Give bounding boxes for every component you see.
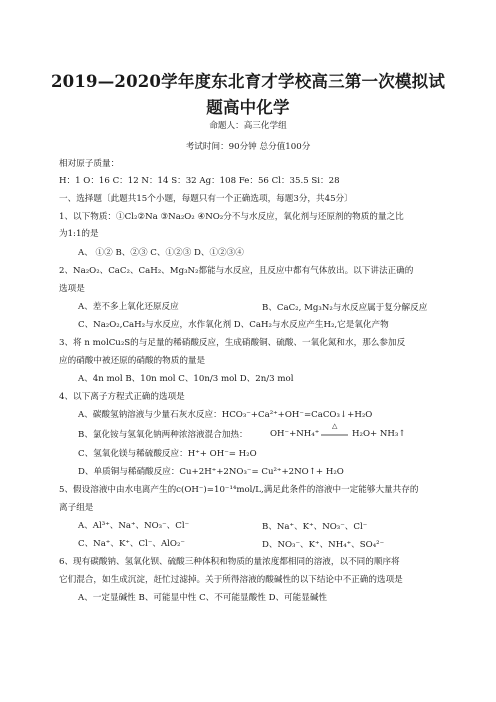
question-6-options: A、一定显碱性 B、可能显中性 C、不可能显酸性 D、可能显碱性 [78,593,328,603]
atomic-masses: H：1 O：16 C：12 N：14 S：32 Ag：108 Fe：56 Cl：35.5 Si：28 [59,176,340,186]
question-6-text-cont: 它们混合，如生成沉淀，赶忙过滤掉。关于所得溶液的酸碱性的以下结论中不正确的选项是 [59,575,403,585]
question-2-option-b: B、CaC₂, Mg₃N₂与水反应属于复分解反应 [262,303,428,313]
exam-info: 考试时间：90分钟 总分值100分 [185,142,311,152]
question-2-option-a: A、差不多上氧化还原反应 [78,302,179,312]
question-3-options: A、4n mol B、10n mol C、10n/3 mol D、2n/3 mol [78,374,294,384]
heat-symbol: △ [332,422,338,430]
question-4-equation-right: H₂O+ NH₃↑ [352,429,406,439]
question-1-text-cont: 为1:1的是 [59,229,99,239]
question-5-option-b: B、Na⁺、K⁺、NO₃⁻、Cl⁻ [262,522,368,532]
question-5-option-a: A、Al³⁺、Na⁺、NO₃⁻、Cl⁻ [78,521,190,531]
question-5-text: 5、假设溶液中由水电离产生的c(OH⁻)=10⁻¹⁴mol/L,满足此条件的溶液中一定能够大量共存的 [59,485,419,495]
question-2-option-cd: C、Na₂O₂,CaH₂与水反应，水作氧化剂 D、CaH₂与水反应产生H₂,它是氧化产物 [78,320,389,330]
question-4-text: 4、以下离子方程式正确的选项是 [59,392,185,402]
exam-title-line2: 题高中化学 [206,98,290,117]
question-4-option-d: D、单质铜与稀硝酸反应：Cu+2H⁺+2NO₃⁻= Cu²⁺+2NO↑+ H₂O [78,467,344,477]
question-4-option-a: A、碳酸氢钠溶液与少量石灰水反应：HCO₃⁻+Ca²⁺+OH⁻=CaCO₃↓+H₂O [78,410,373,420]
question-4-equation-left: OH⁻+NH₄⁺ [270,429,320,439]
question-6-text: 6、现有碳酸钠、氢氧化钡、硫酸三种体积和物质的量浓度都相同的溶液，以不同的顺序将 [59,557,400,567]
question-2-text-cont: 选项是 [59,284,85,294]
question-1-text: 1、以下物质：①Cl₂②Na ③Na₂O₂ ④NO₂分不与水反应，氧化剂与还原剂的物质的量之比 [59,212,404,222]
question-2-text: 2、Na₂O₂、CaC₂、CaH₂、Mg₃N₂都能与水反应，且反应中都有气体放出。以下讲法正确的 [59,266,414,276]
question-5-option-c: C、Na⁺、K⁺、Cl⁻、AlO₂⁻ [78,539,185,549]
question-3-text-cont: 应的硝酸中被还原的硝酸的物质的量是 [59,356,206,366]
reaction-arrow-icon [320,432,350,438]
question-5-option-d: D、NO₃⁻、K⁺、NH₄⁺、SO₄²⁻ [262,540,385,550]
question-5-text-cont: 离子组是 [59,503,94,513]
question-3-text: 3、将 n molCu₂S的与足量的稀硝酸反应，生成硝酸铜、硫酸、一氧化氮和水，那么参加反 [59,338,406,348]
question-1-options: A、 ①② B、②③ C、①②③ D、①②③④ [78,248,244,258]
atomic-mass-heading: 相对原子质量： [59,159,120,169]
exam-title-line1: 2019—2020学年度东北育才学校高三第一次模拟试 [50,72,446,91]
question-4-option-b: B、氯化铵与氢氧化钠两种浓溶液混合加热： [78,430,248,440]
section-heading: 一、选择题〔此题共15个小题，每题只有一个正确选项，每题3分，共45分〕 [59,194,353,204]
author-line: 命题人：高三化学组 [209,121,287,131]
question-4-option-c: C、氢氧化镁与稀硫酸反应：H⁺+ OH⁻= H₂O [78,449,257,459]
